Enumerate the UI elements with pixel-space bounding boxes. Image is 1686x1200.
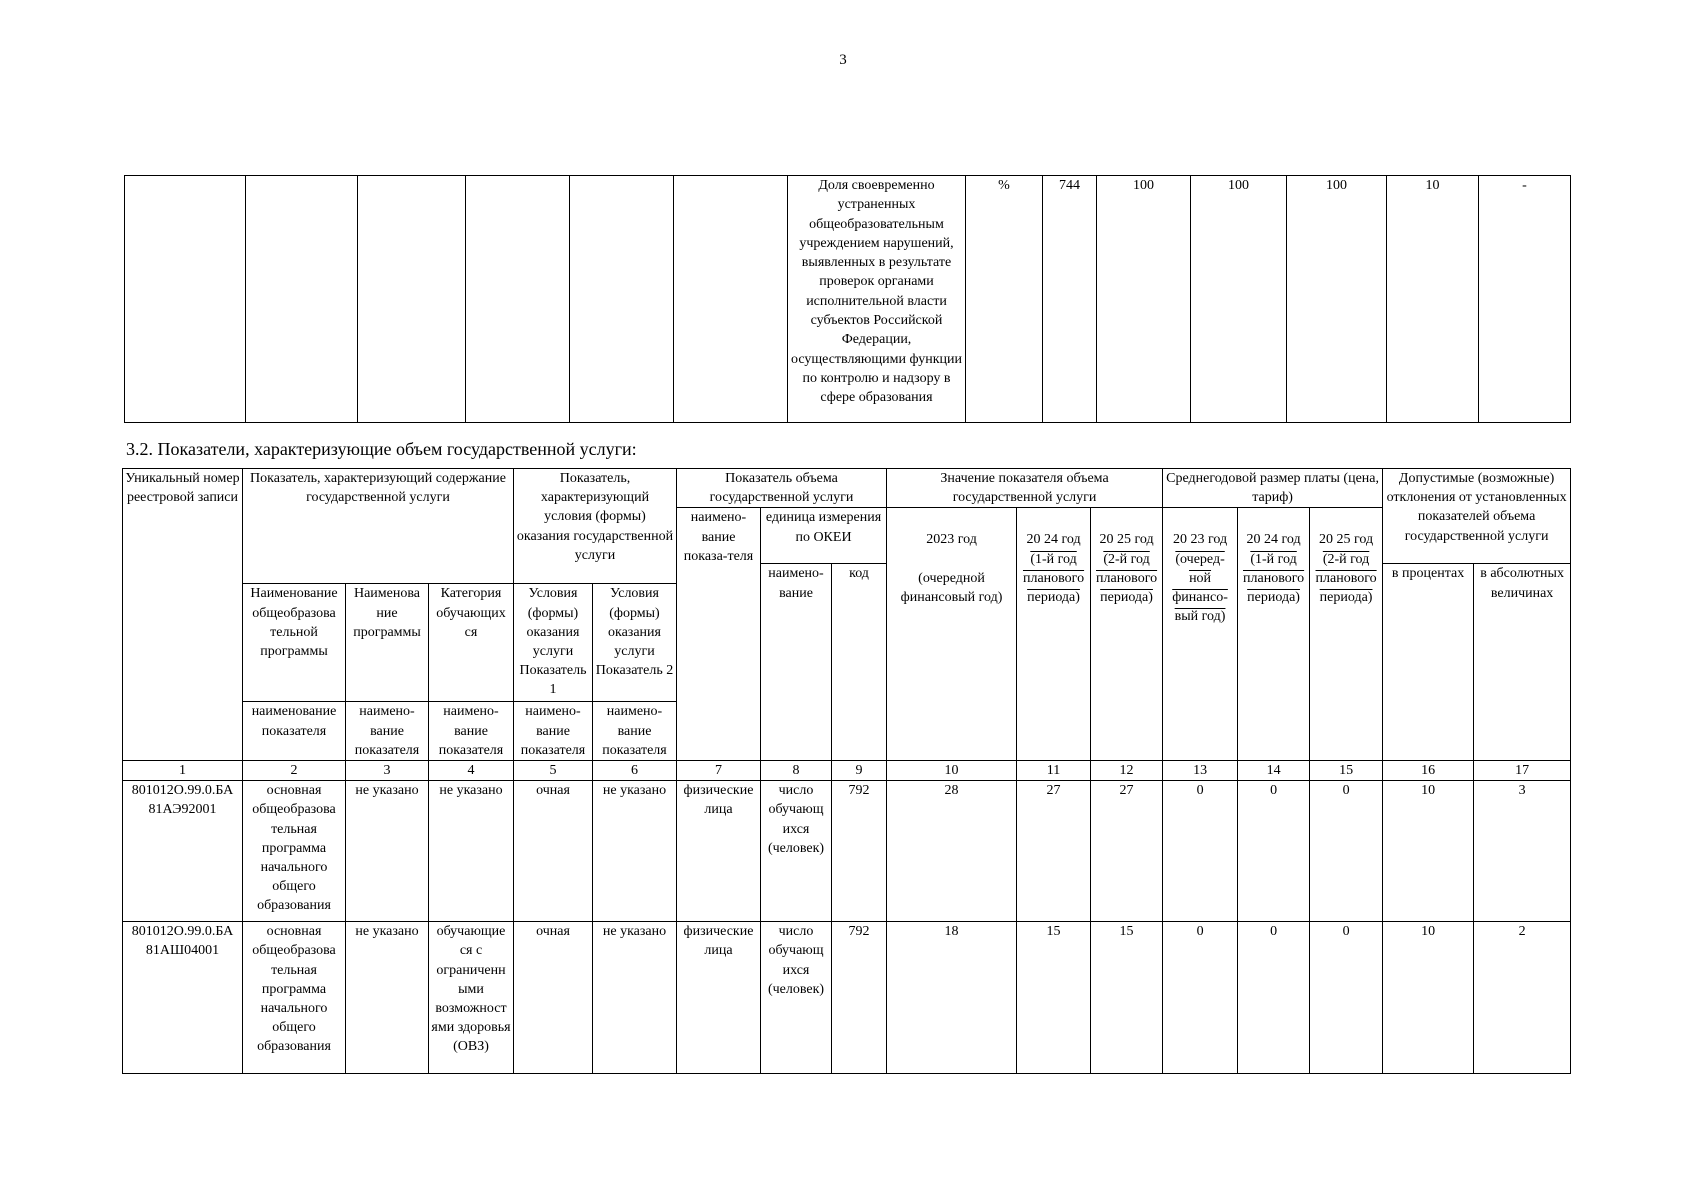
condition-2-cell: не указано (593, 781, 677, 922)
deviation-percent-header: в процентах (1383, 564, 1474, 761)
value-2024-cell: 100 (1191, 176, 1287, 423)
column-number: 9 (832, 761, 887, 781)
fee-2025-cell: 0 (1310, 781, 1383, 922)
column-number: 1 (123, 761, 243, 781)
fee-2024-cell: 0 (1238, 922, 1310, 1074)
program-header: Наименова ние программы (346, 584, 429, 702)
column-number-row (123, 761, 1571, 781)
empty-cell (674, 176, 788, 423)
registry-number-cell: 801012О.99.0.БА 81АШ04001 (123, 922, 243, 1074)
column-number: 14 (1238, 761, 1310, 781)
unit-name-cell: число обучающ ихся (человек) (761, 922, 832, 1074)
category-cell: обучающие ся с ограниченн ыми возможност ями здоровья (ОВЗ) (429, 922, 514, 1074)
deviation-absolute-cell: - (1479, 176, 1571, 423)
unit-cell: % (966, 176, 1043, 423)
deviation-percent-cell: 10 (1387, 176, 1479, 423)
column-number: 13 (1163, 761, 1238, 781)
column-number: 8 (761, 761, 832, 781)
code-cell: 744 (1043, 176, 1097, 423)
unit-code-cell: 792 (832, 781, 887, 922)
deviation-percent-cell: 10 (1383, 922, 1474, 1074)
column-number: 6 (593, 761, 677, 781)
indicator-cell: физические лица (677, 781, 761, 922)
column-number: 16 (1383, 761, 1474, 781)
fee-2024-header: 20 24 год (1-й год планового периода) (1238, 508, 1310, 761)
empty-cell (358, 176, 466, 423)
column-number: 4 (429, 761, 514, 781)
section-title: 3.2. Показатели, характеризующие объем государственной услуги: (126, 439, 637, 459)
column-number: 7 (677, 761, 761, 781)
unit-code-header: код (832, 564, 887, 761)
page-number: 3 (839, 52, 847, 68)
table-row (123, 781, 1571, 922)
unit-code-cell: 792 (832, 922, 887, 1074)
column-number: 2 (243, 761, 346, 781)
deviation-absolute-cell: 3 (1474, 781, 1571, 922)
empty-cell (125, 176, 246, 423)
empty-cell (570, 176, 674, 423)
condition-1-cell: очная (514, 781, 593, 922)
fee-2023-cell: 0 (1163, 922, 1238, 1074)
fee-2025-header: 20 25 год (2-й год планового периода) (1310, 508, 1383, 761)
indicator-label: наимено-вание показателя (593, 702, 677, 761)
year-2024-header: 20 24 год (1-й год планового периода) (1017, 508, 1091, 761)
volume-value-header: Значение показателя объема государственной услуги (887, 469, 1163, 508)
average-fee-header: Среднегодовой размер платы (цена, тариф) (1163, 469, 1383, 508)
fee-2024-cell: 0 (1238, 781, 1310, 922)
indicator-label: наименование показателя (243, 702, 346, 761)
value-2025-cell: 100 (1287, 176, 1387, 423)
column-number: 5 (514, 761, 593, 781)
value-2024-cell: 15 (1017, 922, 1091, 1074)
volume-indicator-header: Показатель объема государственной услуги (677, 469, 887, 508)
registry-number-header: Уникальный номер реестровой записи (123, 469, 243, 761)
deviation-percent-cell: 10 (1383, 781, 1474, 922)
quality-indicators-continuation-table (124, 175, 1571, 423)
column-number: 11 (1017, 761, 1091, 781)
table-row (125, 176, 1571, 423)
empty-cell (246, 176, 358, 423)
program-name-header: Наименование общеобразова тельной программы (243, 584, 346, 702)
fee-2025-cell: 0 (1310, 922, 1383, 1074)
value-2025-cell: 27 (1091, 781, 1163, 922)
category-header: Категория обучающих ся (429, 584, 514, 702)
year-2025-header: 20 25 год (2-й год планового периода) (1091, 508, 1163, 761)
value-2025-cell: 15 (1091, 922, 1163, 1074)
year-2023-header: 2023 год (очередной финансовый год) (887, 508, 1017, 761)
value-2023-cell: 100 (1097, 176, 1191, 423)
column-number: 17 (1474, 761, 1571, 781)
unit-name-cell: число обучающ ихся (человек) (761, 781, 832, 922)
program-cell: не указано (346, 922, 429, 1074)
content-indicator-header: Показатель, характеризующий содержание государственной услуги (243, 469, 514, 584)
category-cell: не указано (429, 781, 514, 922)
fee-2023-cell: 0 (1163, 781, 1238, 922)
value-2023-cell: 28 (887, 781, 1017, 922)
volume-indicators-table (122, 468, 1571, 1074)
unit-name-header: наимено-вание (761, 564, 832, 761)
condition-1-header: Условия (формы) оказания услуги Показатель 1 (514, 584, 593, 702)
value-2024-cell: 27 (1017, 781, 1091, 922)
condition-2-cell: не указано (593, 922, 677, 1074)
indicator-label: наимено-вание показателя (429, 702, 514, 761)
program-name-cell: основная общеобразова тельная программа начального общего образования (243, 922, 346, 1074)
column-number: 10 (887, 761, 1017, 781)
condition-2-header: Условия (формы) оказания услуги Показатель 2 (593, 584, 677, 702)
unit-okei-header: единица измерения по ОКЕИ (761, 508, 887, 564)
deviation-absolute-header: в абсолютных величинах (1474, 564, 1571, 761)
conditions-indicator-header: Показатель, характеризующий условия (формы) оказания государственной услуги (514, 469, 677, 584)
indicator-label: наимено-вание показателя (346, 702, 429, 761)
indicator-label: наимено-вание показателя (514, 702, 593, 761)
indicator-name-header: наимено-вание показа-теля (677, 508, 761, 761)
allowed-deviation-header: Допустимые (возможные) отклонения от установленных показателей объема государственной услуги (1383, 469, 1571, 564)
column-number: 3 (346, 761, 429, 781)
value-2023-cell: 18 (887, 922, 1017, 1074)
indicator-cell: физические лица (677, 922, 761, 1074)
header-row (123, 469, 1571, 508)
deviation-absolute-cell: 2 (1474, 922, 1571, 1074)
indicator-name-cell: Доля своевременно устраненных общеобразовательным учреждением нарушений, выявленных в результате проверок органами исполнительной власти субъектов Российской Федерации, осуществляющими функции по контролю и надзору в сфере образования (788, 176, 966, 423)
table-row (123, 922, 1571, 1074)
program-cell: не указано (346, 781, 429, 922)
fee-2023-header: 20 23 год (очеред-ной финансо-вый год) (1163, 508, 1238, 761)
column-number: 12 (1091, 761, 1163, 781)
registry-number-cell: 801012О.99.0.БА 81АЭ92001 (123, 781, 243, 922)
program-name-cell: основная общеобразова тельная программа начального общего образования (243, 781, 346, 922)
condition-1-cell: очная (514, 922, 593, 1074)
empty-cell (466, 176, 570, 423)
column-number: 15 (1310, 761, 1383, 781)
